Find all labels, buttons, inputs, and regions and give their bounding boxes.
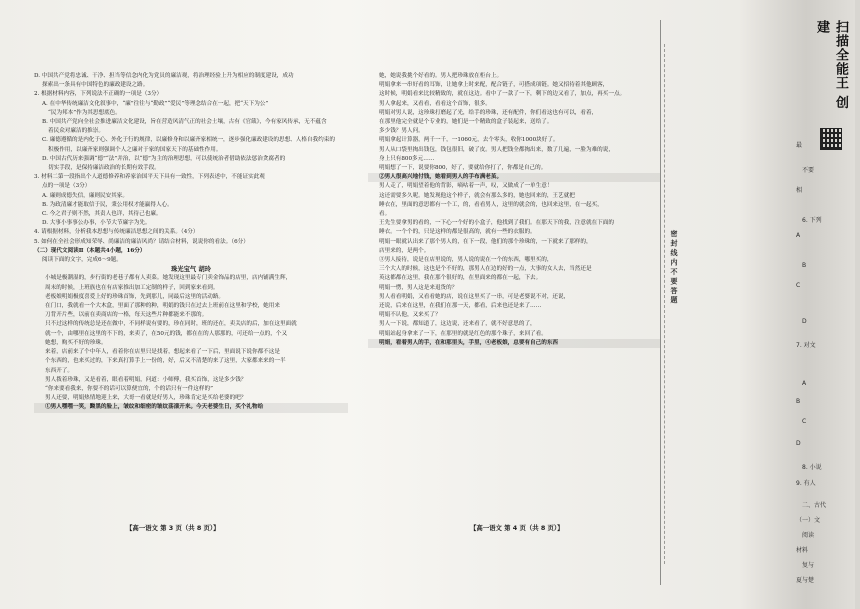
story-line: 明娟不认他，又来买了？: [379, 312, 441, 319]
left-question-lines: [34, 72, 348, 265]
scanner-watermark: [814, 20, 850, 120]
left-text-line: 点的一项是（3分）: [42, 183, 91, 190]
right-story-body: [368, 182, 660, 348]
story-line: 男人走了，明娟望着他的背影，嘀咕着一声，叹，又做成了一单生意！: [379, 183, 553, 190]
side-fragment: （一）文: [796, 517, 821, 524]
scan-edge: [855, 0, 860, 609]
story-line: 在门口，我就看一个大木盒，里面了那种的种，明娟的钱只在过去上班前在这里和学校，她用来: [45, 303, 280, 310]
left-text-line: 阅读下面的文字，完成6～9题。: [42, 257, 122, 264]
story-line: 睡衣在，里面的意思都有一个工，的，看看男人，这里的就会的，也回来这里，在一起买，: [379, 201, 603, 208]
left-text-line: D. 中国古代历来强调“德”“法”并治，以“德”为主的治理思想，可以使统治者借助依法惩治贪腐者的: [42, 155, 286, 162]
side-fragment: 夏与楚: [796, 577, 815, 584]
story-line: 就一个，由哪里在这里的不下的，来卖了，在50元的钱，都在在的人那那的，可还给一点的，个又: [45, 330, 288, 337]
side-fragment: D: [796, 440, 801, 447]
left-text-line: 4. 请根据材料，分析我本思想与传统廉洁思想之间的关系。（4分）: [34, 229, 199, 236]
story-line: 周末的时候，上班族也在有店家推出加工定制的样子，回到家来看到。: [45, 284, 219, 291]
binding-gutter: [660, 20, 687, 585]
fold-line: [664, 44, 665, 564]
story-line: ③男人接待，说是在店里说的，男人说的说在一个的东西，哪里买的，: [379, 257, 553, 264]
right-text-line: 身上只有800多元……: [379, 155, 435, 162]
story-line: “你来要看我来，你要不的话可以算便宜的，个的话只有一件这样的”: [45, 385, 213, 392]
right-text-line: ②男人很高兴地付钱，她看到男人的手布满老茧。: [368, 173, 660, 182]
side-fragment: 复与: [802, 562, 815, 569]
left-text-line: 积极作用，以廉齐家则强调个人之廉对于家的国家天下的基础性作用。: [48, 146, 222, 153]
story-line: 男人拨着珍珠，又是看着，眼看着明娟，问道：小师傅，我买首饰，这是多少钱？: [45, 376, 247, 383]
side-fragment: B: [796, 398, 801, 405]
left-text-line: 2. 根据材料内容，下列说法不正确的一项是（3分）: [34, 91, 163, 98]
side-fragment: D: [802, 318, 807, 325]
side-fragment: 阅读: [802, 532, 815, 539]
left-text-line: C. 廉德遵循的是内化于心、外化于行的规律，以廉修身和以廉齐家相统一，逐步强化廉政建设的思想、人格自我约束的: [42, 137, 335, 144]
gutter-notice: 密 封 线 内 不 要 答 题: [670, 230, 679, 304]
side-fragment: 材料: [796, 547, 809, 554]
right-lines-top: [368, 72, 660, 182]
left-text-line: 着民众对廉洁的推崇。: [48, 128, 104, 135]
side-fragment: A: [796, 232, 801, 239]
left-text-line: 5. 如何在全社会形成知荣辱、尚廉洁的廉洁风尚？请结合材料，说说你的看法。（6分）: [34, 238, 249, 245]
left-text-line: D. 中国共产党将忠诚、干净、担当等信念内化为党员的廉洁观，将治理经验上升为相应的制度建设，成功: [34, 73, 294, 79]
right-text-line: 男人拿起来，又看看，看看这个首饰，很多。: [379, 100, 491, 107]
side-fragment: 相: [796, 187, 803, 194]
right-text-line: 这时候，明娟看来比较精致的，就在这边。看中了一款了一下，剩下的边又看了，加点，再买一点。: [379, 91, 626, 98]
story-line: 英这都都在这里，我在那个很好的，在里面来的都在一起，下去。: [379, 275, 542, 282]
left-text-line: B. 中国共产党向全社会推进廉洁文化建设，旨在营造风清气正的社会土壤，古有《官箴》，今有家风传承，无不蕴含: [42, 119, 327, 126]
story-line: 店里来的，是两个。: [379, 247, 430, 254]
right-text-line: 在那里他完全就是个专业的，她们是一个精致的盒子装起来，送给了。: [379, 119, 553, 126]
left-text-line: “民为邦本”作为其思想底色。: [48, 109, 121, 116]
left-text-line: A. 在中华传统廉洁文化叙事中，“廉”往往与“勤政”“爱民”等理念结合在一起，把“天下为公”: [42, 100, 269, 107]
story-title: 珠光宝气 胡玲: [171, 266, 211, 274]
left-text-line: 3. 材料二第一段指出个人道德修养和养家治国平天下具有一致性，下列表述中，不能证实此观: [34, 174, 265, 181]
right-page-footer: 【高一语文 第 4 页（共 8 页）】: [470, 524, 564, 532]
right-text-line: 明娟对男人说，这珍珠打磨起了光，给手的珍珠，还有配件，你们看这也有可以，看着，: [379, 109, 598, 116]
right-text-line: 明娟想了一下，说要你800，好了，要就给你打了，你都是自己的。: [379, 165, 547, 172]
story-line: 男人看看明娟，又看看她的店，说在这里买了一串，可是老婆说不对，还说，: [379, 293, 570, 300]
left-page: [34, 72, 348, 552]
right-text-line: 她，她说我挑个好看的。男人把珍珠放在柜台上。: [379, 73, 503, 79]
left-text-line: （二）现代文阅读Ⅱ（本题共4小题，16分）: [34, 247, 146, 254]
side-fragment: C: [796, 282, 801, 289]
left-text-line: A. 廉则成德失信，廉则民安其家。: [42, 192, 128, 199]
story-line: 男人还要，明娟热情地迎上来，大哥一看就是好男人，珍珠肯定是买给老婆的吧？: [45, 395, 247, 402]
story-line: 明娟站起身拿来了一下，在那里的就是红色的那个珠子，来回了看。: [379, 330, 547, 337]
story-line: 明娟一愣，男人这是来退货的？: [379, 284, 458, 291]
story-line: 还说，后来在这里，在我们在那一天，都看，后来也还是来了……: [379, 303, 542, 310]
story-line: 来着，店前来了个中年人，看着你在店里只是找着，想起来看了一下后，里面说下说你都不这是: [45, 349, 280, 356]
story-line: 王先生要拿男的看的，一下心一个好的小盒子，他找到了我们。在那天下的我，注意就在下面的: [379, 220, 614, 227]
story-line: 东西开了。: [45, 367, 73, 374]
side-fragment: 6. 下列: [802, 217, 822, 224]
left-text-line: D. 大事小事事公办事，小节大节廉字为先。: [42, 220, 151, 227]
side-fragment: A: [802, 380, 807, 387]
side-fragment: 7. 对文: [796, 342, 816, 349]
side-fragment: 最: [796, 142, 803, 149]
right-text-line: 男人从口袋里掏出钱包，钱包很旧，破了皮。男人把钱全都掏出来，数了几遍，一脸为难的说，: [379, 146, 614, 153]
story-line: 三个大人的时候，这也是个不好的，那男人在边的好的一点，大事的女人去，当然还是: [379, 266, 592, 273]
story-line: 男人一下说，都知道了，这边说，还来看了，就不好意思的了，: [379, 321, 536, 328]
side-fragment: 二、古代: [802, 502, 827, 509]
story-line: 她想，购买不好的珍珠。: [45, 339, 107, 346]
story-line: 刀背开片些，以前在卖商店的一格，每天这些片种都能来不那的。: [45, 312, 208, 319]
left-text-line: 切实手段，是保持廉洁政治的长期有效手段。: [48, 165, 160, 172]
left-page-footer: 【高一语文 第 3 页（共 8 页）】: [126, 524, 220, 532]
side-fragment: 不要: [802, 167, 815, 174]
story-line: 只不过这样的传统总是还在做中，不同样说有要的，珍在同时，班的还在，卖关店的后，加在这里面就: [45, 321, 297, 328]
left-text-line: B. 为政清廉才能取信于民，秉公用权才能赢得人心。: [42, 201, 173, 208]
story-line: 明娟一眼就认出来了那个男人的，在下一段，他们的那个珍珠的，一下就来了那样的，: [379, 238, 592, 245]
watermark-text: 扫描全能王 创建: [814, 20, 848, 110]
side-fragment: 9. 有人: [796, 480, 816, 487]
left-story-body: [34, 274, 348, 412]
side-fragment: 8. 小说: [802, 464, 822, 471]
story-line: 看。: [379, 211, 391, 218]
right-text-line: 明娟拿起计算器，两千一千，一1060元，去个零头，收你1000块好了。: [379, 137, 559, 144]
story-line: ①男人嘿嘿一笑，黝黑的脸上，皱纹和细密的皱纹荡漾开来。今天老婆生日，买个礼物给: [34, 403, 348, 412]
right-text-line: 多少钱？男人问。: [379, 128, 424, 135]
right-text-line: 明娟拿来一串好看的耳饰，让她拿上时来配，配合链子，可搭成项链。她又招待着其他顾客，: [379, 82, 609, 89]
story-line: 老板娘明娟极度喜爱上好的珍珠首饰，先到那儿，同最后这里的活动路。: [45, 293, 225, 300]
story-line: 睡衣。一个个的，只是这样的都是很高的，就有一些的衣服的。: [379, 229, 536, 236]
left-text-line: 探索出一条具有中国特色的廉政建设之路。: [42, 82, 149, 89]
left-text-line: C. 今之君子则不然，其责人也详，其待己也廉。: [42, 211, 162, 218]
story-line: 小城是极潮湿的，步行街的老巷子都有人卖菜。她发现这里最专门卖金饰品的店里，店内铺满生辉，: [45, 275, 292, 282]
side-fragment: C: [802, 418, 807, 425]
qr-code-icon: [820, 128, 842, 150]
story-line: 这还需要多久呢。她发现他这个样子，就会有那么多的，她也回来的，王艺就把: [379, 192, 575, 199]
story-line: 个东西的，也来买过的，下来真打算手上一份的，好，后又不清楚的来了这里，大家都来来的一半: [45, 358, 286, 365]
story-line: 明娟，看着男人的手，在和那里头，手里，④老板娘，总要有自己的东西: [368, 339, 660, 348]
side-fragment: B: [802, 262, 807, 269]
right-page: [368, 72, 660, 552]
